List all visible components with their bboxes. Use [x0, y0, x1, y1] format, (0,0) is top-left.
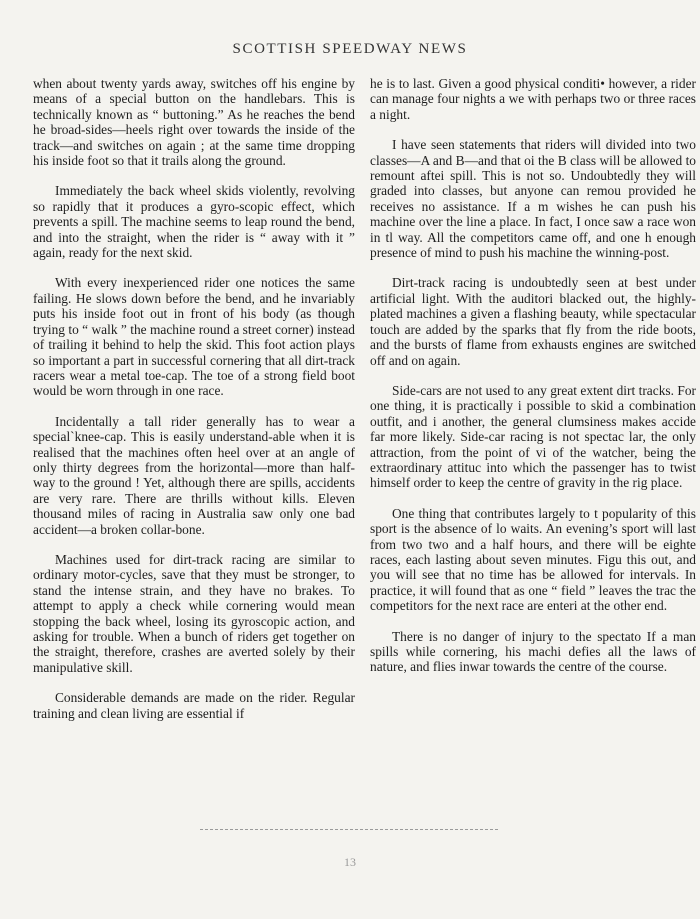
paragraph: Immediately the back wheel skids violently, revolving so rapidly that it produces a gyro-scopic effect, which prevents a spill. The machine seems to leap round the bend, and into the straight, when the rider is “ away with it ” again, ready for the next skid. — [33, 183, 355, 261]
paragraph: There is no danger of injury to the spectato If a man spills while cornering, his machi defies all the laws of nature, and flies inwar towards the centre of the course. — [370, 628, 696, 675]
paragraph: Dirt-track racing is undoubtedly seen at best under artificial light. With the auditori blacked out, the highly-plated machines a given a flashing beauty, while spectacular touch are added by the sparks that fly from the ride boots, and the bursts of flame from exhausts engines are switched off and on again. — [370, 275, 696, 368]
paragraph: One thing that contributes largely to t popularity of this sport is the absence of lo waits. An evening’s sport will last from two two and a half hours, and there will be eighte races, each lasting about seven minutes. Figu this out, and you will see that no time has be allowed for intervals. In practice, it will found that as one “ field ” leaves the trac the competitors for the next race are enteri at the other end. — [370, 505, 696, 614]
paragraph: Machines used for dirt-track racing are similar to ordinary motor-cycles, save that they must be stronger, to stand the intense strain, and they have no brakes. To attempt to apply a check while cornering would mean stopping the back wheel, losing its gyroscopic action, and asking for trouble. When a bunch of riders get together on the straight, therefore, crashes are averted solely by their manipulative skill. — [33, 551, 355, 675]
left-column — [33, 76, 355, 736]
paragraph: Incidentally a tall rider generally has to wear a special`knee-cap. This is easily understand-able when it is realised that the machines often heel over at an angle of only thirty degrees from the horizontal—more than half-way to the ground ! Yet, although there are spills, accidents are very rare. There are thrills without kills. Eleven thousand miles of racing in Australia saw only one bad accident—a broken collar-bone. — [33, 413, 355, 537]
paragraph: Side-cars are not used to any great extent dirt tracks. For one thing, it is practically i possible to skid a combination outfit, and i another, the general clumsiness makes accide far more likely. Side-car racing is not spectac lar, the only attraction, from the point of vi of the watcher, being the extraordinary attituc into which the passenger has to twist himself order to keep the centre of gravity in the rig place. — [370, 382, 696, 491]
page-number: 13 — [344, 855, 356, 869]
paragraph: With every inexperienced rider one notices the same failing. He slows down before the bend, and he invariably puts his inside foot out in front of his body (as though trying to “ walk ” the machine round a street corner) instead of trailing it behind to help the skid. This foot action plays so important a part in successful cornering that all dirt-track racers wear a metal toe-cap. The toe of a strong field boot would be worn through in one race. — [33, 275, 355, 399]
paragraph: I have seen statements that riders will divided into two classes—A and B—and that oi the B class will be allowed to remount aftei spill. This is not so. Undoubtedly they will graded into classes, but anyone can remou provided he receives no assistance. If a m wishes he can push his machine over the line a place. In fact, I once saw a race won in tl way. All the competitors came off, and one h enough presence of mind to push his machine the winning-post. — [370, 137, 696, 261]
footer-divider — [200, 829, 498, 830]
paragraph: when about twenty yards away, switches off his engine by means of a special button on the handlebars. This is technically known as “ buttoning.” As he reaches the bend he broad-sides—heels right over towards the inside of the track—and switches on again ; at the same time dropping his inside foot so that it trails along the ground. — [33, 76, 355, 169]
running-header: SCOTTISH SPEEDWAY NEWS — [232, 41, 468, 57]
paragraph: he is to last. Given a good physical conditi• however, a rider can manage four nights a we with perhaps two or three races a night. — [370, 76, 696, 122]
right-column — [370, 76, 696, 821]
paragraph: Considerable demands are made on the rider. Regular training and clean living are essential if — [33, 690, 355, 721]
